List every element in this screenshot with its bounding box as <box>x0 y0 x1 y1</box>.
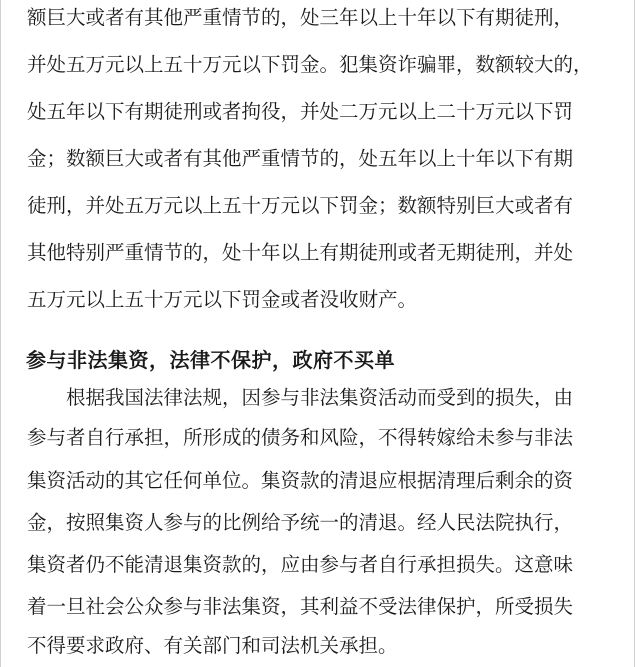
text-line: 金；数额巨大或者有其他严重情节的，处五年以上十年以下有期 <box>27 147 574 170</box>
text-line: 根据我国法律法规，因参与非法集资活动而受到的损失，由 <box>66 386 574 409</box>
text-line: 其他特别严重情节的，处十年以上有期徒刑或者无期徒刑，并处 <box>27 241 574 264</box>
text-line: 金，按照集资人参与的比例给予统一的清退。经人民法院执行， <box>27 511 574 534</box>
text-line: 参与者自行承担，所形成的债务和风险，不得转嫁给未参与非法 <box>27 426 574 449</box>
text-line: 徒刑，并处五万元以上五十万元以下罚金；数额特别巨大或者有 <box>27 194 574 217</box>
text-line: 额巨大或者有其他严重情节的，处三年以上十年以下有期徒刑， <box>27 6 574 29</box>
page-left-border <box>0 0 1 667</box>
text-line: 着一旦社会公众参与非法集资，其利益不受法律保护，所受损失 <box>27 595 574 618</box>
text-line: 处五年以下有期徒刑或者拘役，并处二万元以上二十万元以下罚 <box>27 100 574 123</box>
section-heading: 参与非法集资，法律不保护，政府不买单 <box>26 348 395 372</box>
text-line: 五万元以上五十万元以下罚金或者没收财产。 <box>27 288 418 311</box>
text-line: 不得要求政府、有关部门和司法机关承担。 <box>27 634 398 657</box>
text-line: 集资者仍不能清退集资款的，应由参与者自行承担损失。这意味 <box>27 553 574 576</box>
text-line: 并处五万元以上五十万元以下罚金。犯集资诈骗罪，数额较大的， <box>27 53 593 76</box>
text-line: 集资活动的其它任何单位。集资款的清退应根据清理后剩余的资 <box>27 469 574 492</box>
